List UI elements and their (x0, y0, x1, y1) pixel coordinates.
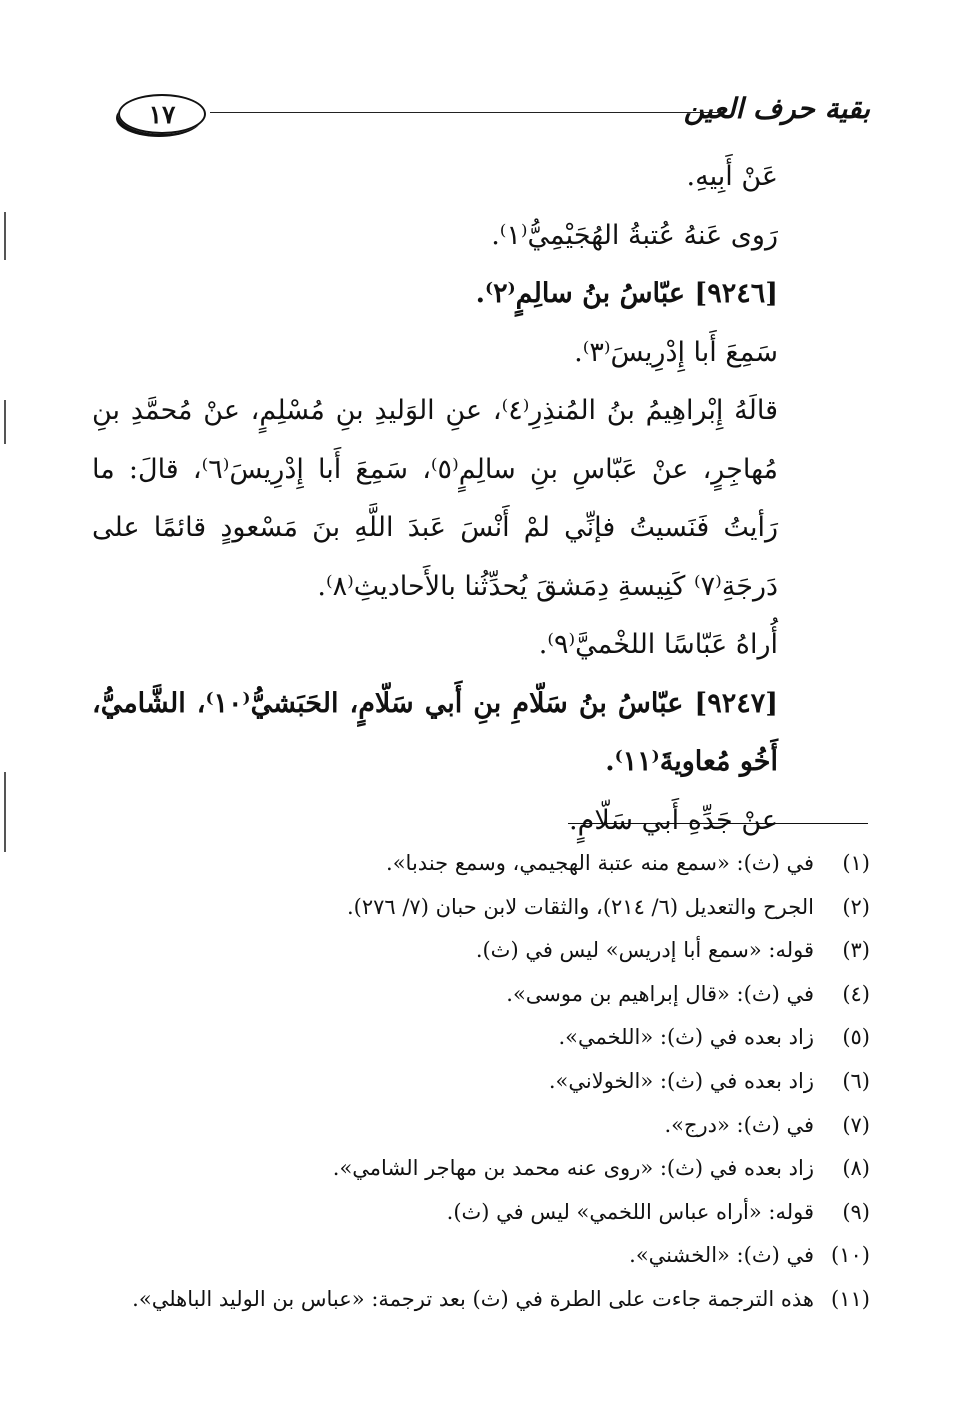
footnote-number: (٣) (842, 938, 870, 963)
footnote-text: في (ث): «الخشني». (629, 1243, 814, 1268)
footnote-text: زاد بعده في (ث): «اللخمي». (558, 1025, 814, 1050)
narration-paragraph: قالَهُ إِبْراهِيمُ بنُ المُنذِرِ⁽٤⁾، عنِ الوَليدِ بنِ مُسْلِمٍ، عنْ مُحمَّدِ بنِ مُهاجِرٍ، عنْ عَبّاسِ بنِ سالِمٍ⁽٥⁾، سَمِعَ أَبا إِدْرِيسَ⁽٦⁾، قالَ: ما رَأيتُ فَنَسيتُ فإنِّي لمْ أَنْسَ عَبدَ اللَّهِ بنَ مَسْعودٍ قائمًا على دَرجَةِ⁽٧⁾ كَنِيسةِ دِمَشقَ يُحدِّثُنا بالأَحاديثِ⁽٨⁾. (92, 395, 779, 602)
footnote (92, 929, 870, 973)
footnote-text: في (ث): «درج». (664, 1112, 814, 1137)
footnote-text: قوله: «أراه عباس اللخمي» ليس في (ث). (446, 1199, 814, 1224)
footnote-number: (٤) (842, 981, 870, 1006)
footnote (92, 1016, 870, 1060)
footnote-text: في (ث): «قال إبراهيم بن موسى». (506, 981, 814, 1006)
footnote-text: هذه الترجمة جاءت على الطرة في (ث) بعد ترجمة: «عباس بن الوليد الباهلي». (132, 1286, 814, 1311)
footnote-number: (٦) (842, 1068, 870, 1093)
footnote-text: الجرح والتعديل (٦/ ٢١٤)، والثقات لابن حبان (٧/ ٢٧٦). (346, 894, 814, 919)
footnote-number: (٧) (842, 1112, 870, 1137)
entry-heading: [٩٢٤٧] عبّاسُ بنُ سَلّامِ بنِ أَبي سَلّامٍ، الحَبَشيُّ⁽١٠⁾، الشَّاميُّ، أَخُو مُعاويةَ⁽١١⁾. (92, 687, 778, 777)
text-line: عنْ جَدِّهِ أَبي سَلّامٍ. (569, 804, 778, 836)
footnote (92, 973, 870, 1017)
footnote-number: (٩) (842, 1199, 870, 1224)
footnote-number: (٢) (842, 894, 870, 919)
footnote (92, 1060, 870, 1104)
text-line: أُراهُ عَبّاسًا اللخْميَّ⁽٩⁾. (538, 629, 778, 660)
footnote (92, 1147, 870, 1191)
footnote-number: (١) (842, 851, 870, 875)
footnote-text: زاد بعده في (ث): «الخولاني». (548, 1068, 814, 1093)
main-text (92, 148, 870, 850)
footnote (92, 842, 870, 886)
footnote (92, 886, 870, 930)
footnotes (92, 842, 870, 1322)
running-title: بقية حرف العين (683, 92, 870, 125)
footnote-number: (٥) (842, 1025, 870, 1050)
scan-edge-mark (4, 212, 6, 260)
text-line: رَوى عَنهُ عُتبةُ الهُجَيْمِيُّ⁽١⁾. (491, 219, 778, 251)
text-line: عَنْ أَبِيهِ. (686, 161, 778, 192)
entry-heading: [٩٢٤٦] عبّاسُ بنُ سالِمٍ⁽٢⁾. (475, 278, 778, 309)
footnote-number: (٨) (842, 1156, 870, 1181)
footnote-text: في (ث): «سمع منه عتبة الهجيمي، وسمع جندبا». (386, 851, 814, 875)
footnote (92, 1191, 870, 1235)
footnote-number: (١١) (831, 1286, 870, 1311)
footnote (92, 1278, 870, 1322)
scan-edge-mark (4, 400, 6, 444)
page-header (118, 88, 870, 150)
header-rule (210, 112, 720, 113)
footnote-text: زاد بعده في (ث): «روى عنه محمد بن مهاجر الشامي». (332, 1156, 814, 1181)
text-line: سَمِعَ أَبا إِدْرِيسَ⁽٣⁾. (574, 336, 778, 368)
scan-edge-mark (4, 772, 6, 852)
footnote-number: (١٠) (831, 1243, 870, 1268)
page-number: ١٧ (118, 94, 206, 134)
footnote-text: قوله: «سمع أبا إدريس» ليس في (ث). (475, 938, 814, 963)
footnote-separator (568, 823, 868, 824)
footnote (92, 1104, 870, 1148)
footnote (92, 1234, 870, 1278)
